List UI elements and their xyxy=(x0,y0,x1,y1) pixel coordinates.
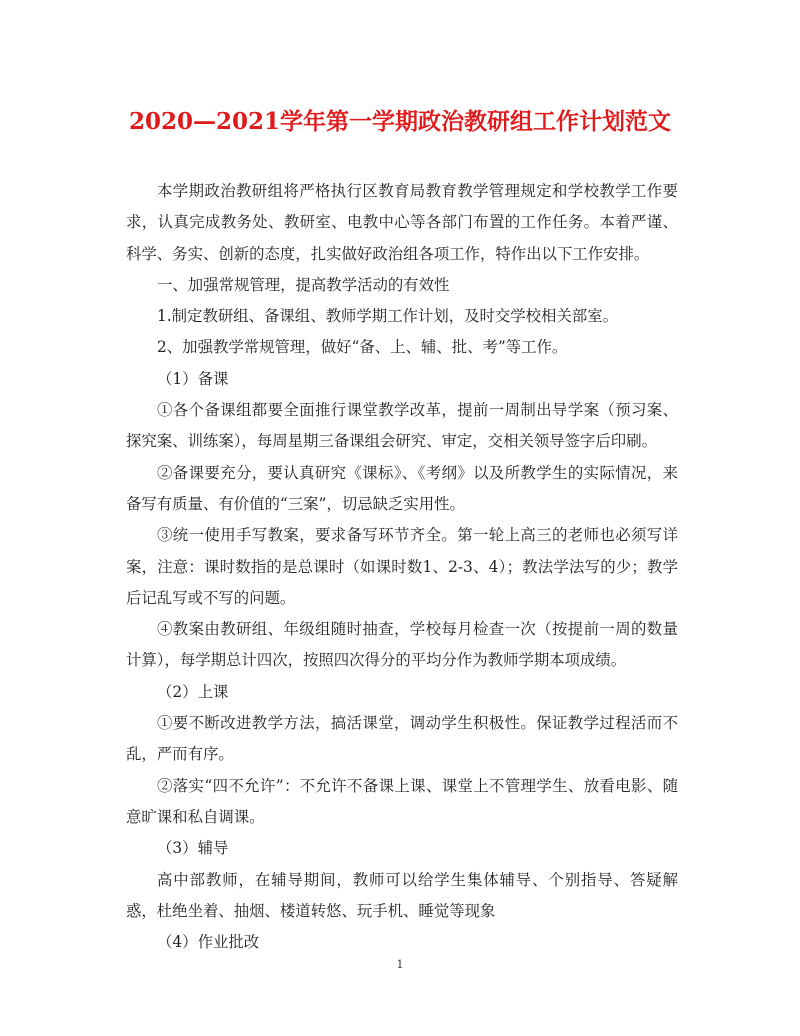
paragraph-class-1: ①要不断改进教学方法，搞活课堂，调动学生积极性。保证教学过程活而不乱，严而有序。 xyxy=(126,714,678,764)
subheading-homework: （4）作业批改 xyxy=(157,933,260,952)
subheading-tutoring: （3）辅导 xyxy=(157,839,229,858)
paragraph-intro: 本学期政治教研组将严格执行区教育局教育教学管理规定和学校教学工作要求，认真完成教务处、教研室、电教中心等各部门布置的工作任务。本着严谨、科学、务实、创新的态度，扎实做好政治组各项工作，特作出以下工作安排。 xyxy=(126,182,678,263)
document-body xyxy=(126,176,678,958)
paragraph-prep-4: ④教案由教研组、年级组随时抽查，学校每月检查一次（按提前一周的数量计算），每学期总计四次，按照四次得分的平均分作为教师学期本项成绩。 xyxy=(126,620,678,670)
document-title: 2020—2021学年第一学期政治教研组工作计划范文 xyxy=(128,108,672,135)
subheading-class: （2）上课 xyxy=(157,682,229,701)
page-number: 1 xyxy=(396,958,404,971)
paragraph-prep-3: ③统一使用手写教案，要求备写环节齐全。第一轮上高三的老师也必须写详案，注意：课时数指的是总课时（如课时数1、2-3、4）；教法学法写的少；教学后记乱写或不写的问题。 xyxy=(126,526,678,607)
paragraph-item-1: 1.制定教研组、备课组、教师学期工作计划，及时交学校相关部室。 xyxy=(157,307,619,326)
section-heading-1: 一、加强常规管理，提高教学活动的有效性 xyxy=(157,275,450,294)
paragraph-prep-1: ①各个备课组都要全面推行课堂教学改革，提前一周制出导学案（预习案、探究案、训练案），每周星期三备课组会研究、审定，交相关领导签字后印刷。 xyxy=(126,401,678,451)
subheading-lesson-prep: （1）备课 xyxy=(157,369,229,388)
paragraph-item-2: 2、加强教学常规管理，做好“备、上、辅、批、考”等工作。 xyxy=(157,338,568,357)
paragraph-class-2: ②落实“四不允许”：不允许不备课上课、课堂上不管理学生、放看电影、随意旷课和私自调课。 xyxy=(126,776,678,826)
paragraph-prep-2: ②备课要充分，要认真研究《课标》、《考纲》以及所教学生的实际情况，来备写有质量、有价值的“三案”，切忌缺乏实用性。 xyxy=(126,463,678,513)
paragraph-tutoring: 高中部教师，在辅导期间，教师可以给学生集体辅导、个别指导、答疑解惑，杜绝坐着、抽烟、楼道转悠、玩手机、睡觉等现象 xyxy=(126,870,678,920)
